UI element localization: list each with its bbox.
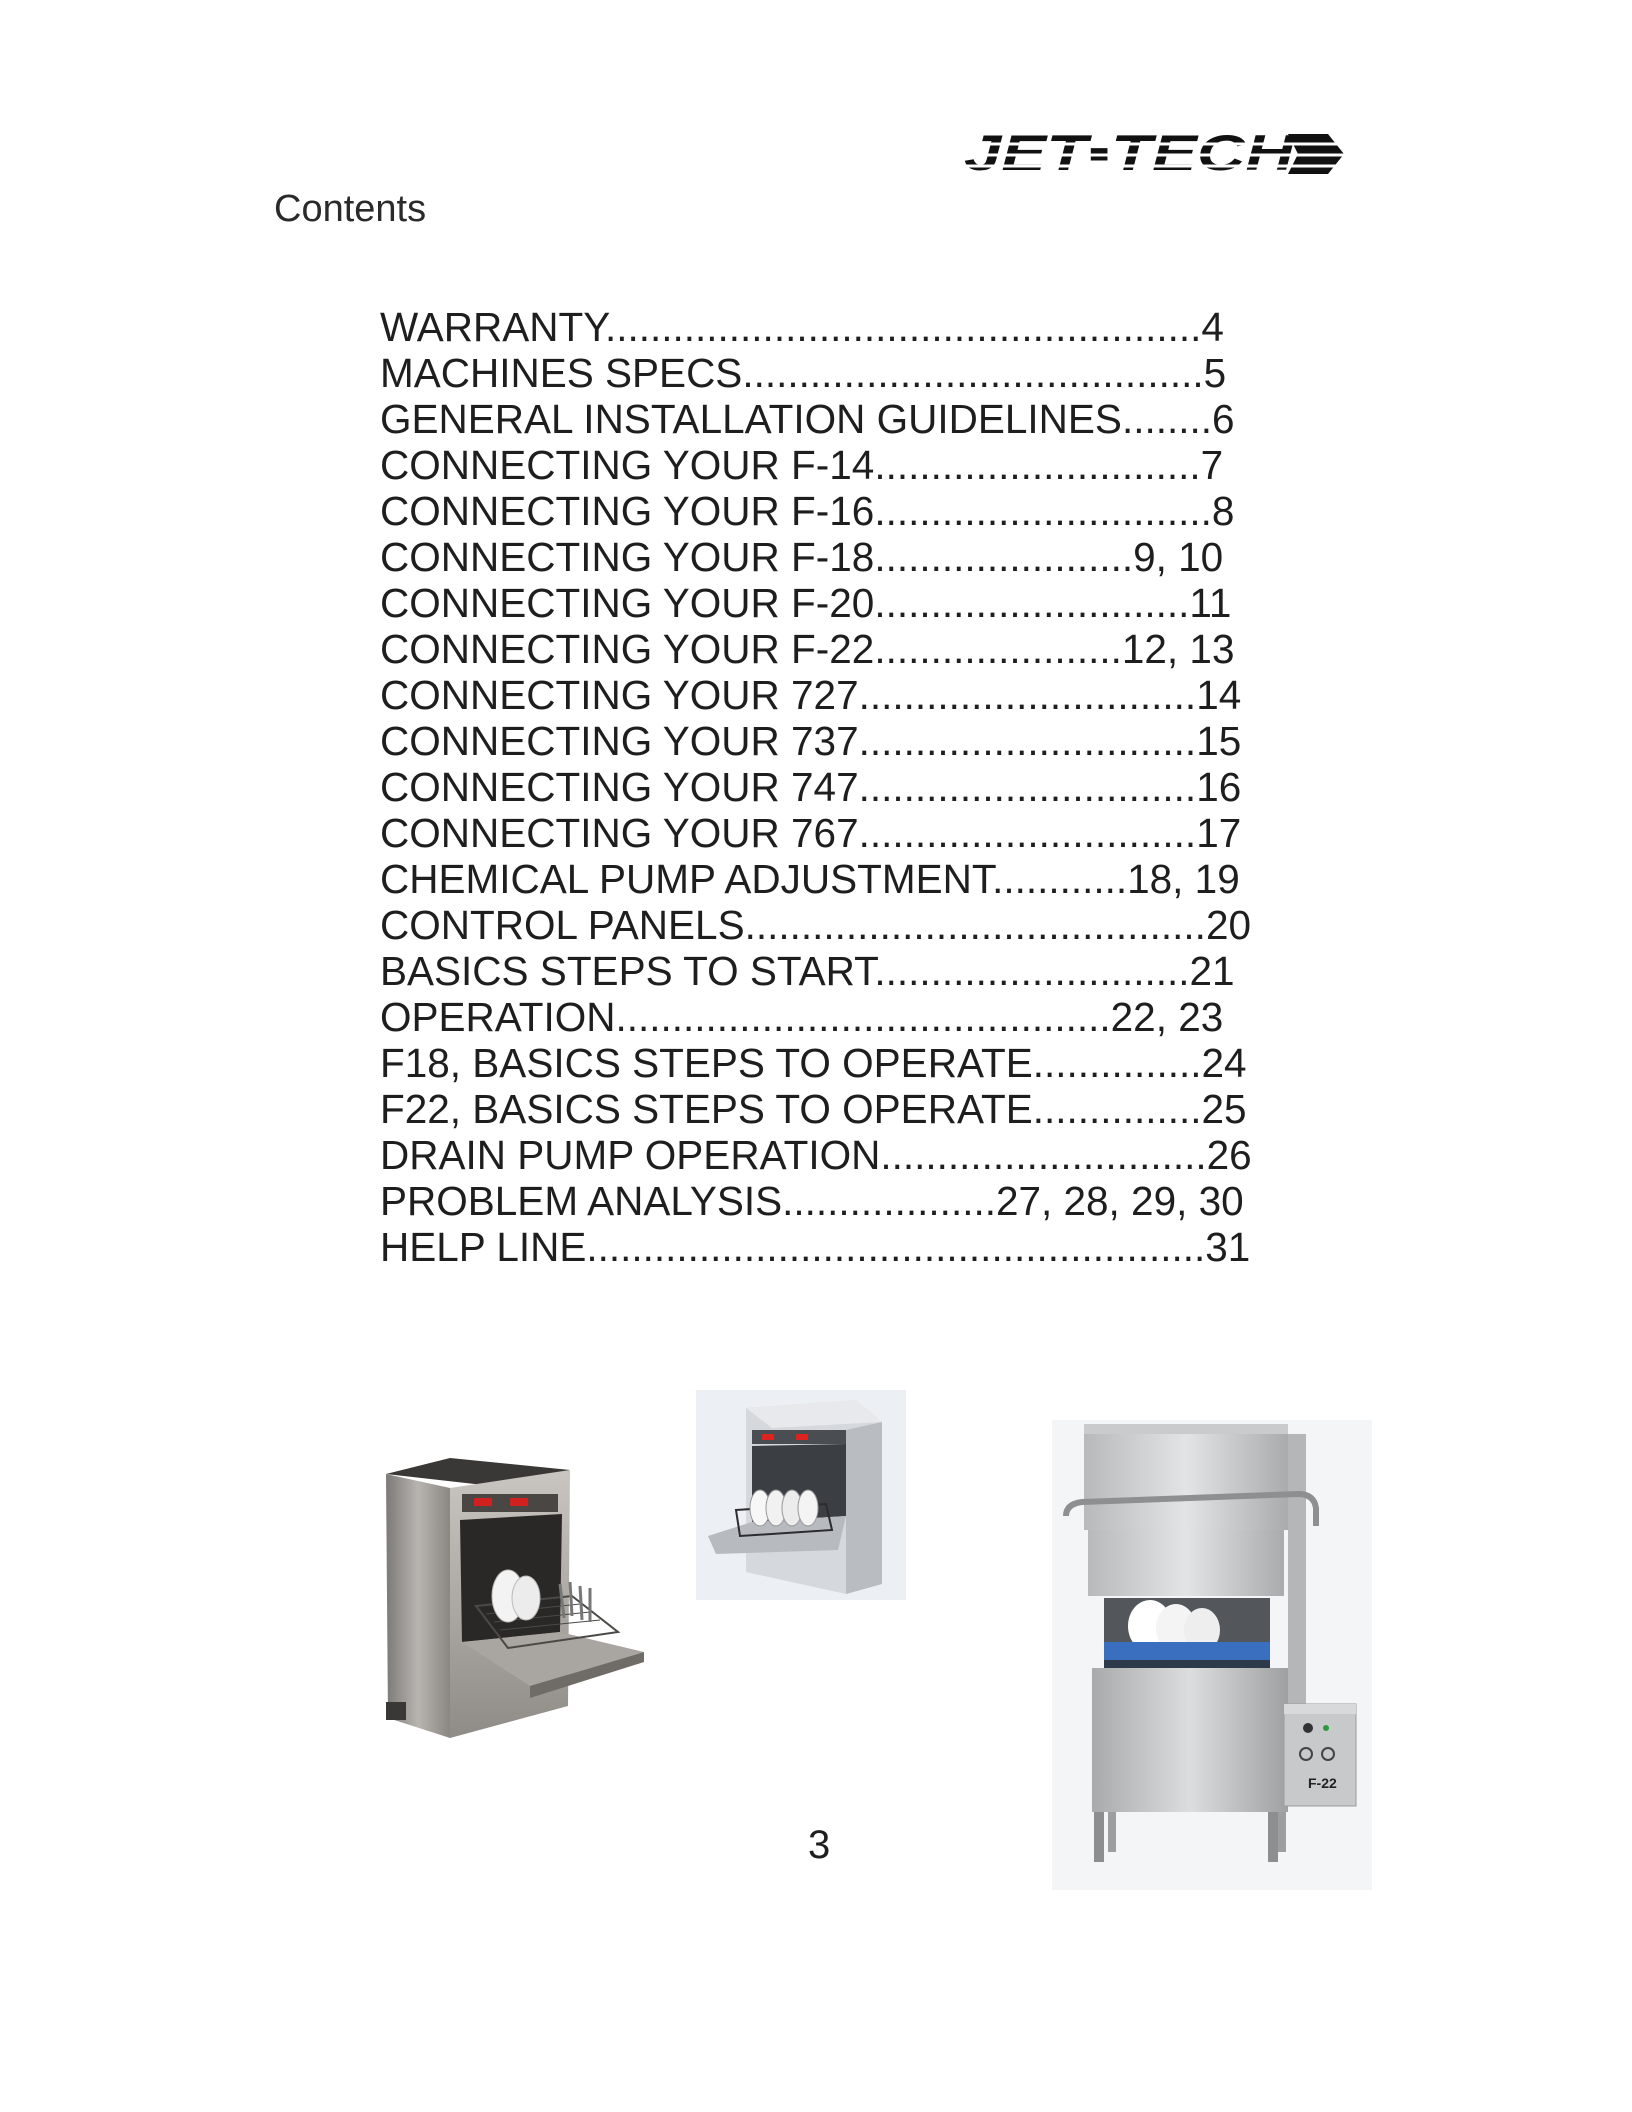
- toc-pages: 11: [1189, 580, 1232, 626]
- toc-pages: 17: [1196, 810, 1242, 856]
- toc-leader: ............................................: [615, 994, 1111, 1040]
- toc-entry[interactable]: [380, 1178, 1252, 1224]
- toc-entry[interactable]: [380, 580, 1252, 626]
- toc-pages: 16: [1196, 764, 1242, 810]
- toc-title: CONNECTING YOUR F-22: [380, 626, 875, 672]
- toc-entry[interactable]: [380, 994, 1252, 1040]
- toc-title: CONNECTING YOUR F-18: [380, 534, 875, 580]
- toc-entry[interactable]: [380, 396, 1252, 442]
- toc-title: BASICS STEPS TO START: [380, 948, 875, 994]
- toc-entry[interactable]: [380, 764, 1252, 810]
- toc-title: CONNECTING YOUR F-14: [380, 442, 875, 488]
- hood-dishwasher-photo: [1052, 1420, 1372, 1890]
- toc-entry[interactable]: [380, 810, 1252, 856]
- toc-leader: .........................................: [742, 350, 1204, 396]
- toc-leader: .........................................: [744, 902, 1206, 948]
- toc-entry[interactable]: [380, 350, 1252, 396]
- toc-leader: ..............................: [858, 718, 1197, 764]
- toc-title: DRAIN PUMP OPERATION: [380, 1132, 881, 1178]
- toc-leader: ............................: [874, 948, 1190, 994]
- hood-model-label: F-22: [1308, 1775, 1337, 1791]
- toc-pages: 31: [1205, 1224, 1251, 1270]
- toc-pages: 15: [1196, 718, 1242, 764]
- page-number: 3: [808, 1823, 831, 1867]
- toc-pages: 26: [1206, 1132, 1252, 1178]
- toc-title: F18, BASICS STEPS TO OPERATE: [380, 1040, 1033, 1086]
- toc-pages: 21: [1189, 948, 1235, 994]
- toc-leader: ..............................: [858, 764, 1197, 810]
- toc-title: CONNECTING YOUR F-20: [380, 580, 875, 626]
- toc-entry[interactable]: [380, 488, 1252, 534]
- toc-entry[interactable]: [380, 1086, 1252, 1132]
- toc-title: CONNECTING YOUR 747: [380, 764, 859, 810]
- toc-title: WARRANTY: [380, 304, 606, 350]
- toc-entry[interactable]: [380, 1040, 1252, 1086]
- toc-leader: ......................: [874, 626, 1122, 672]
- toc-leader: ..............................: [874, 488, 1212, 534]
- toc-entry[interactable]: [380, 442, 1252, 488]
- toc-title: CONTROL PANELS: [380, 902, 745, 948]
- table-of-contents: [380, 304, 1252, 1270]
- toc-entry[interactable]: [380, 718, 1252, 764]
- toc-title: CHEMICAL PUMP ADJUSTMENT: [380, 856, 993, 902]
- toc-title: F22, BASICS STEPS TO OPERATE: [380, 1086, 1033, 1132]
- toc-title: OPERATION: [380, 994, 616, 1040]
- toc-pages: 22, 23: [1110, 994, 1224, 1040]
- toc-title: CONNECTING YOUR 767: [380, 810, 859, 856]
- toc-leader: .......................................................: [586, 1224, 1206, 1270]
- toc-leader: ..............................: [858, 810, 1197, 856]
- toc-pages: 5: [1203, 350, 1227, 396]
- toc-pages: 7: [1200, 442, 1224, 488]
- toc-leader: ............................: [874, 580, 1190, 626]
- toc-leader: .......................: [874, 534, 1134, 580]
- toc-title: MACHINES SPECS: [380, 350, 743, 396]
- toc-title: CONNECTING YOUR F-16: [380, 488, 875, 534]
- toc-pages: 20: [1205, 902, 1251, 948]
- toc-title: GENERAL INSTALLATION GUIDELINES: [380, 396, 1122, 442]
- toc-entry[interactable]: [380, 902, 1252, 948]
- toc-entry[interactable]: [380, 304, 1252, 350]
- undercounter-dishwasher-photo: [380, 1456, 650, 1746]
- jet-tech-logo: [958, 126, 1344, 186]
- toc-pages: 12, 13: [1121, 626, 1235, 672]
- toc-pages: 9, 10: [1133, 534, 1224, 580]
- toc-entry[interactable]: [380, 626, 1252, 672]
- toc-entry[interactable]: [380, 1224, 1252, 1270]
- toc-entry[interactable]: [380, 948, 1252, 994]
- toc-leader: .....................................................: [605, 304, 1202, 350]
- toc-pages: 25: [1201, 1086, 1247, 1132]
- toc-leader: ........: [1121, 396, 1212, 442]
- toc-entry[interactable]: [380, 1132, 1252, 1178]
- toc-title: CONNECTING YOUR 727: [380, 672, 859, 718]
- toc-title: PROBLEM ANALYSIS: [380, 1178, 783, 1224]
- toc-pages: 8: [1211, 488, 1235, 534]
- toc-leader: .............................: [874, 442, 1201, 488]
- compact-dishwasher-photo: [696, 1390, 906, 1600]
- toc-leader: ............: [992, 856, 1128, 902]
- toc-title: CONNECTING YOUR 737: [380, 718, 859, 764]
- svg-text:JET▪TECH: JET▪TECH: [964, 126, 1296, 181]
- toc-pages: 18, 19: [1127, 856, 1240, 902]
- toc-leader: ...............: [1032, 1086, 1202, 1132]
- toc-leader: ..............................: [858, 672, 1197, 718]
- toc-pages: 24: [1201, 1040, 1247, 1086]
- toc-entry[interactable]: [380, 534, 1252, 580]
- toc-entry[interactable]: [380, 856, 1252, 902]
- toc-title: HELP LINE: [380, 1224, 587, 1270]
- toc-leader: .............................: [880, 1132, 1207, 1178]
- toc-entry[interactable]: [380, 672, 1252, 718]
- contents-heading: Contents: [274, 188, 427, 230]
- toc-leader: ...............: [1032, 1040, 1202, 1086]
- toc-pages: 6: [1211, 396, 1235, 442]
- toc-pages: 4: [1201, 304, 1224, 350]
- toc-leader: ...................: [782, 1178, 996, 1224]
- toc-pages: 14: [1196, 672, 1242, 718]
- toc-pages: 27, 28, 29, 30: [995, 1178, 1244, 1224]
